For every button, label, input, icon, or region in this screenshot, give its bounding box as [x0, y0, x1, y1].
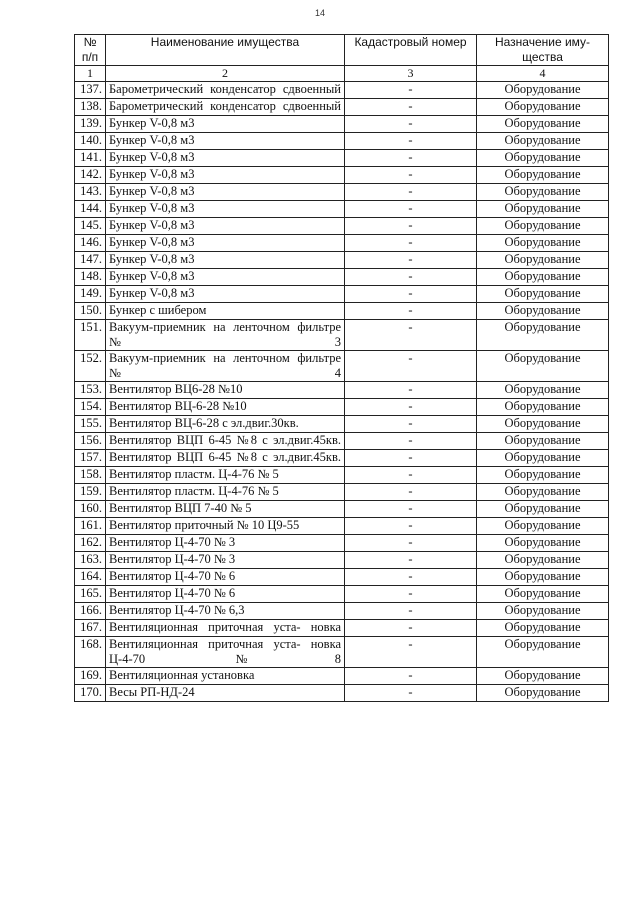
row-number: 160.	[75, 501, 106, 518]
property-purpose: Оборудование	[477, 252, 609, 269]
row-number: 151.	[75, 320, 106, 351]
property-purpose: Оборудование	[477, 167, 609, 184]
row-number: 154.	[75, 399, 106, 416]
property-name: Бункер V-0,8 м3	[106, 201, 345, 218]
cadastral-number: -	[345, 467, 477, 484]
row-number: 141.	[75, 150, 106, 167]
table-row	[75, 484, 609, 501]
column-number: 3	[345, 66, 477, 82]
cadastral-number: -	[345, 518, 477, 535]
column-number-row	[75, 66, 609, 82]
cadastral-number: -	[345, 133, 477, 150]
row-number: 147.	[75, 252, 106, 269]
cadastral-number: -	[345, 201, 477, 218]
row-number: 164.	[75, 569, 106, 586]
row-number: 159.	[75, 484, 106, 501]
property-name: Вентилятор ВЦ-6-28 с эл.двиг.30кв.	[106, 416, 345, 433]
property-purpose: Оборудование	[477, 116, 609, 133]
table-row	[75, 685, 609, 702]
property-name: Вентилятор Ц-4-70 № 6	[106, 586, 345, 603]
page-number: 14	[314, 8, 325, 18]
property-name: Барометрический конденсатор сдвоенный	[106, 82, 345, 99]
cadastral-number: -	[345, 416, 477, 433]
cadastral-number: -	[345, 150, 477, 167]
table-row	[75, 450, 609, 467]
property-purpose: Оборудование	[477, 518, 609, 535]
row-number: 155.	[75, 416, 106, 433]
cadastral-number: -	[345, 82, 477, 99]
header-purpose: Назначение иму- щества	[477, 35, 609, 66]
property-name: Бункер с шибером	[106, 303, 345, 320]
cadastral-number: -	[345, 450, 477, 467]
table-row	[75, 399, 609, 416]
property-purpose: Оборудование	[477, 382, 609, 399]
cadastral-number: -	[345, 484, 477, 501]
table-row	[75, 303, 609, 320]
row-number: 152.	[75, 351, 106, 382]
column-number: 2	[106, 66, 345, 82]
table-row	[75, 569, 609, 586]
table-row	[75, 586, 609, 603]
property-purpose: Оборудование	[477, 351, 609, 382]
property-name: Вентиляционная установка	[106, 668, 345, 685]
property-name: Вентилятор Ц-4-70 № 6,3	[106, 603, 345, 620]
property-name: Барометрический конденсатор сдвоенный	[106, 99, 345, 116]
property-name: Вентилятор ВЦП 7-40 № 5	[106, 501, 345, 518]
property-name: Вентилятор ВЦ-6-28 №10	[106, 399, 345, 416]
property-purpose: Оборудование	[477, 668, 609, 685]
row-number: 138.	[75, 99, 106, 116]
property-purpose: Оборудование	[477, 184, 609, 201]
property-purpose: Оборудование	[477, 286, 609, 303]
table-row	[75, 637, 609, 668]
property-purpose: Оборудование	[477, 416, 609, 433]
property-purpose: Оборудование	[477, 150, 609, 167]
table-header-row	[75, 35, 609, 66]
table-row	[75, 269, 609, 286]
row-number: 162.	[75, 535, 106, 552]
property-purpose: Оборудование	[477, 552, 609, 569]
cadastral-number: -	[345, 382, 477, 399]
property-name: Бункер V-0,8 м3	[106, 133, 345, 150]
property-purpose: Оборудование	[477, 501, 609, 518]
row-number: 148.	[75, 269, 106, 286]
row-number: 145.	[75, 218, 106, 235]
property-purpose: Оборудование	[477, 569, 609, 586]
table-row	[75, 603, 609, 620]
cadastral-number: -	[345, 535, 477, 552]
property-purpose: Оборудование	[477, 235, 609, 252]
row-number: 165.	[75, 586, 106, 603]
property-purpose: Оборудование	[477, 82, 609, 99]
header-row-number: № п/п	[75, 35, 106, 66]
property-purpose: Оборудование	[477, 685, 609, 702]
row-number: 137.	[75, 82, 106, 99]
row-number: 158.	[75, 467, 106, 484]
property-name: Бункер V-0,8 м3	[106, 150, 345, 167]
cadastral-number: -	[345, 184, 477, 201]
table-row	[75, 320, 609, 351]
cadastral-number: -	[345, 552, 477, 569]
row-number: 169.	[75, 668, 106, 685]
property-purpose: Оборудование	[477, 99, 609, 116]
property-purpose: Оборудование	[477, 450, 609, 467]
property-name: Вентилятор Ц-4-70 № 6	[106, 569, 345, 586]
cadastral-number: -	[345, 351, 477, 382]
header-cadastral-number: Кадастровый номер	[345, 35, 477, 66]
header-property-name: Наименование имущества	[106, 35, 345, 66]
row-number: 166.	[75, 603, 106, 620]
cadastral-number: -	[345, 501, 477, 518]
table-row	[75, 351, 609, 382]
property-table	[74, 34, 609, 702]
property-name: Вентилятор ВЦ6-28 №10	[106, 382, 345, 399]
row-number: 146.	[75, 235, 106, 252]
cadastral-number: -	[345, 399, 477, 416]
property-purpose: Оборудование	[477, 320, 609, 351]
property-name: Бункер V-0,8 м3	[106, 286, 345, 303]
property-name: Вентилятор ВЦП 6-45 №8 с эл.двиг.45кв.	[106, 450, 345, 467]
column-number: 4	[477, 66, 609, 82]
cadastral-number: -	[345, 685, 477, 702]
row-number: 168.	[75, 637, 106, 668]
row-number: 170.	[75, 685, 106, 702]
table-row	[75, 286, 609, 303]
cadastral-number: -	[345, 603, 477, 620]
property-name: Бункер V-0,8 м3	[106, 116, 345, 133]
table-row	[75, 150, 609, 167]
cadastral-number: -	[345, 167, 477, 184]
property-purpose: Оборудование	[477, 535, 609, 552]
property-name: Вентилятор Ц-4-70 № 3	[106, 552, 345, 569]
row-number: 161.	[75, 518, 106, 535]
table-row	[75, 501, 609, 518]
cadastral-number: -	[345, 286, 477, 303]
property-purpose: Оборудование	[477, 484, 609, 501]
property-name: Бункер V-0,8 м3	[106, 235, 345, 252]
table-row	[75, 82, 609, 99]
row-number: 139.	[75, 116, 106, 133]
row-number: 157.	[75, 450, 106, 467]
cadastral-number: -	[345, 637, 477, 668]
cadastral-number: -	[345, 99, 477, 116]
property-name: Бункер V-0,8 м3	[106, 167, 345, 184]
property-name: Весы РП-НД-24	[106, 685, 345, 702]
cadastral-number: -	[345, 252, 477, 269]
row-number: 149.	[75, 286, 106, 303]
property-name: Вентиляционная приточная уста- новка Ц-4-70 №8	[106, 637, 345, 668]
table-row	[75, 116, 609, 133]
table-row	[75, 184, 609, 201]
row-number: 144.	[75, 201, 106, 218]
property-purpose: Оборудование	[477, 303, 609, 320]
property-purpose: Оборудование	[477, 637, 609, 668]
property-name: Вентилятор ВЦП 6-45 №8 с эл.двиг.45кв.	[106, 433, 345, 450]
property-purpose: Оборудование	[477, 433, 609, 450]
table-row	[75, 99, 609, 116]
table-row	[75, 467, 609, 484]
property-name: Вентилятор приточный № 10 Ц9-55	[106, 518, 345, 535]
cadastral-number: -	[345, 569, 477, 586]
table-row	[75, 518, 609, 535]
table-row	[75, 668, 609, 685]
row-number: 156.	[75, 433, 106, 450]
row-number: 167.	[75, 620, 106, 637]
cadastral-number: -	[345, 433, 477, 450]
cadastral-number: -	[345, 668, 477, 685]
property-name: Вентилятор Ц-4-70 № 3	[106, 535, 345, 552]
table-row	[75, 133, 609, 150]
row-number: 143.	[75, 184, 106, 201]
table-row	[75, 235, 609, 252]
table-row	[75, 252, 609, 269]
table-row	[75, 382, 609, 399]
table-row	[75, 416, 609, 433]
cadastral-number: -	[345, 269, 477, 286]
property-name: Бункер V-0,8 м3	[106, 269, 345, 286]
property-name: Вакуум-приемник на ленточном фильтре № 3	[106, 320, 345, 351]
property-purpose: Оборудование	[477, 586, 609, 603]
property-purpose: Оборудование	[477, 269, 609, 286]
row-number: 140.	[75, 133, 106, 150]
column-number: 1	[75, 66, 106, 82]
property-purpose: Оборудование	[477, 133, 609, 150]
property-purpose: Оборудование	[477, 467, 609, 484]
table-body	[75, 82, 609, 702]
property-purpose: Оборудование	[477, 603, 609, 620]
table-row	[75, 167, 609, 184]
cadastral-number: -	[345, 586, 477, 603]
property-purpose: Оборудование	[477, 201, 609, 218]
property-name: Бункер V-0,8 м3	[106, 252, 345, 269]
table-row	[75, 620, 609, 637]
property-name: Бункер V-0,8 м3	[106, 218, 345, 235]
cadastral-number: -	[345, 620, 477, 637]
property-name: Вентилятор пластм. Ц-4-76 № 5	[106, 467, 345, 484]
table-row	[75, 201, 609, 218]
row-number: 153.	[75, 382, 106, 399]
row-number: 150.	[75, 303, 106, 320]
row-number: 163.	[75, 552, 106, 569]
table-row	[75, 433, 609, 450]
cadastral-number: -	[345, 320, 477, 351]
property-name: Бункер V-0,8 м3	[106, 184, 345, 201]
row-number: 142.	[75, 167, 106, 184]
property-purpose: Оборудование	[477, 399, 609, 416]
property-purpose: Оборудование	[477, 620, 609, 637]
cadastral-number: -	[345, 303, 477, 320]
cadastral-number: -	[345, 218, 477, 235]
property-purpose: Оборудование	[477, 218, 609, 235]
cadastral-number: -	[345, 116, 477, 133]
property-name: Вакуум-приемник на ленточном фильтре № 4	[106, 351, 345, 382]
table-row	[75, 552, 609, 569]
property-name: Вентиляционная приточная уста- новка	[106, 620, 345, 637]
table-row	[75, 218, 609, 235]
cadastral-number: -	[345, 235, 477, 252]
property-name: Вентилятор пластм. Ц-4-76 № 5	[106, 484, 345, 501]
table-row	[75, 535, 609, 552]
